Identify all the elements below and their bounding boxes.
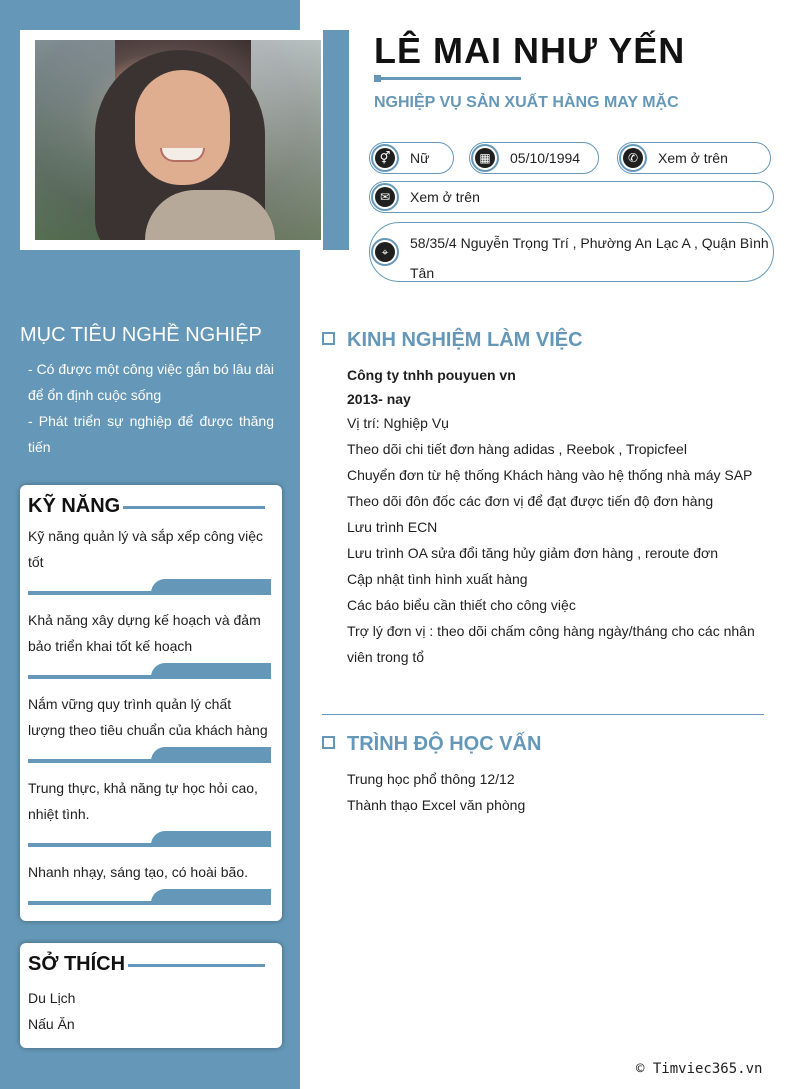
skill-bar <box>28 579 271 595</box>
skill-item <box>28 523 271 575</box>
experience-title-text: KINH NGHIỆM LÀM VIỆC <box>347 329 583 351</box>
experience-content <box>347 362 767 670</box>
skills-title-line <box>123 506 265 509</box>
education-content <box>347 766 767 818</box>
education-title-text: TRÌNH ĐỘ HỌC VẤN <box>347 733 542 755</box>
company-name: Công ty tnhh pouyuen vn <box>347 367 516 383</box>
hobbies-card <box>20 943 282 1048</box>
skill-text: Khả năng xây dựng kế hoạch và đảm bảo triển khai tốt kế hoạch <box>28 612 261 654</box>
education-line: Thành thạo Excel văn phòng <box>347 797 526 813</box>
skill-item <box>28 607 271 659</box>
photo-frame <box>20 30 329 250</box>
experience-line: Cập nhật tình hình xuất hàng <box>347 571 528 587</box>
experience-line: Vị trí: Nghiệp Vụ <box>347 415 449 431</box>
job-title: NGHIỆP VỤ SẢN XUẤT HÀNG MAY MẶC <box>374 94 679 111</box>
square-bullet-icon <box>322 736 335 749</box>
profile-photo <box>35 40 321 240</box>
skill-item <box>28 775 271 827</box>
skills-card <box>20 485 282 921</box>
gender-icon: ⚥ <box>371 144 399 172</box>
skill-text: Trung thực, khả năng tự học hỏi cao, nhiệt tình. <box>28 780 258 822</box>
hobbies-title-line <box>128 964 265 967</box>
skills-title: KỸ NĂNG <box>28 495 121 517</box>
experience-line: Chuyển đơn từ hệ thống Khách hàng vào hệ thống nhà máy SAP <box>347 467 753 483</box>
experience-title <box>322 329 583 352</box>
phone-value: Xem ở trên <box>658 150 728 166</box>
objective-line: - Có được một công việc gắn bó lâu dài để ổn định cuộc sống <box>28 361 274 403</box>
location-pin-icon: ⌖ <box>371 238 399 266</box>
section-divider <box>322 714 764 715</box>
gender-value: Nữ <box>410 150 430 166</box>
address-value: 58/35/4 Nguyễn Trọng Trí , Phường An Lạc A , Quận Bình Tân <box>410 235 769 281</box>
skill-bar <box>28 831 271 847</box>
birthday-field <box>469 142 599 174</box>
objective-line: - Phát triển sự nghiệp để được thăng tiến <box>28 413 274 455</box>
objective-title: MỤC TIÊU NGHỀ NGHIỆP <box>20 324 262 346</box>
experience-line: Các báo biểu cần thiết cho công việc <box>347 597 576 613</box>
gender-field <box>369 142 454 174</box>
skill-bar <box>28 663 271 679</box>
email-value: Xem ở trên <box>410 189 480 205</box>
birthday-value: 05/10/1994 <box>510 150 581 166</box>
hobby-item: Nấu Ăn <box>28 1016 75 1032</box>
experience-line: Trợ lý đơn vị : theo dõi chấm công hàng ngày/tháng cho các nhân viên trong tổ <box>347 623 755 665</box>
skill-text: Nhanh nhạy, sáng tạo, có hoài bão. <box>28 864 249 880</box>
experience-line: Lưu trình OA sửa đổi tăng hủy giảm đơn hàng , reroute đơn <box>347 545 718 561</box>
skill-item <box>28 859 271 885</box>
experience-line: Theo dõi chi tiết đơn hàng adidas , Reebok , Tropicfeel <box>347 441 687 457</box>
header-accent-bar <box>323 30 349 250</box>
work-period: 2013- nay <box>347 391 411 407</box>
square-bullet-icon <box>322 332 335 345</box>
phone-icon: ✆ <box>619 144 647 172</box>
address-field <box>369 222 774 282</box>
calendar-icon: ▦ <box>471 144 499 172</box>
skill-bar <box>28 889 271 905</box>
watermark: © Timviec365.vn <box>636 1061 763 1077</box>
phone-field <box>617 142 771 174</box>
skill-bar <box>28 747 271 763</box>
mail-icon: ✉ <box>371 183 399 211</box>
candidate-name: LÊ MAI NHƯ YẾN <box>374 30 686 71</box>
email-field <box>369 181 774 213</box>
name-underline <box>375 77 521 80</box>
education-title <box>322 733 541 756</box>
hobby-item: Du Lịch <box>28 990 76 1006</box>
objective-text <box>28 356 274 460</box>
experience-line: Theo dõi đôn đốc các đơn vị để đạt được tiến độ đơn hàng <box>347 493 714 509</box>
skill-item <box>28 691 271 743</box>
hobbies-title: SỞ THÍCH <box>28 953 126 975</box>
skill-text: Kỹ năng quản lý và sắp xếp công việc tốt <box>28 528 264 570</box>
skill-text: Nắm vững quy trình quản lý chất lượng theo tiêu chuẩn của khách hàng <box>28 696 268 738</box>
education-line: Trung học phổ thông 12/12 <box>347 771 515 787</box>
experience-line: Lưu trình ECN <box>347 519 438 535</box>
